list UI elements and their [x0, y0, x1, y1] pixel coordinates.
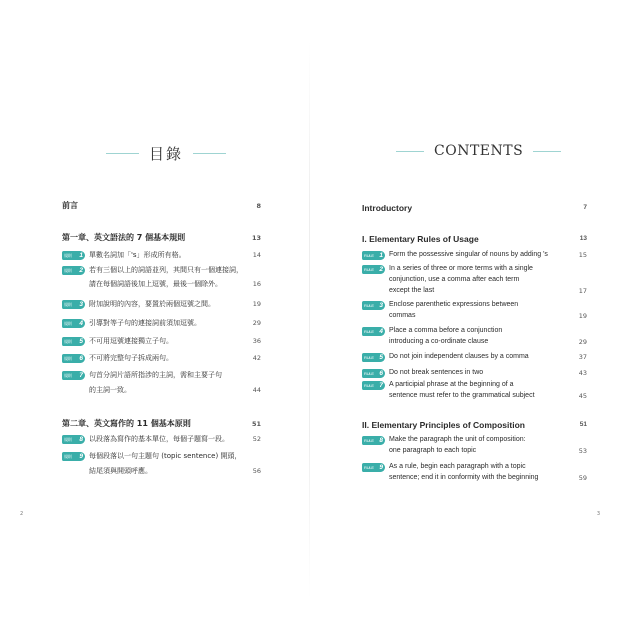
toc-entry-label: sentence must refer to the grammatical subject	[389, 392, 535, 399]
right-page	[310, 0, 620, 620]
toc-section-heading[interactable]	[362, 203, 587, 213]
rule-number: 7	[79, 372, 83, 379]
toc-entry-label: Make the paragraph the unit of composition:	[389, 436, 526, 443]
toc-entry-label: Form the possessive singular of nouns by adding 's	[389, 251, 548, 258]
toc-page-number: 17	[578, 287, 587, 295]
toc-entry-continuation[interactable]	[362, 446, 587, 456]
toc-page-number: 51	[251, 420, 261, 428]
rule-number: 8	[79, 436, 83, 443]
rule-number-badge	[362, 381, 385, 390]
toc-entry-label: introducing a co-ordinate clause	[389, 338, 489, 345]
rule-number-badge	[362, 301, 385, 310]
rule-number-badge	[362, 353, 385, 362]
rule-number: 9	[379, 464, 383, 471]
toc-entry-continuation[interactable]	[362, 473, 587, 483]
rule-badge-prefix: RULE	[364, 329, 374, 334]
indent-spacer	[362, 286, 389, 296]
toc-entry-label: 第一章、英文語法的 7 個基本規則	[62, 233, 186, 242]
rule-badge-prefix: 規則	[64, 268, 72, 273]
toc-entry-label: 每個段落以一句主題句 (topic sentence) 開頭，	[89, 452, 242, 460]
rule-number-badge	[62, 319, 85, 328]
rule-number-badge	[62, 452, 85, 461]
toc-rule-entry[interactable]	[362, 300, 587, 310]
rule-number-badge	[62, 266, 85, 275]
toc-entry-continuation[interactable]	[362, 391, 587, 401]
rule-badge-prefix: RULE	[364, 253, 374, 258]
toc-entry-label: except the last	[389, 287, 435, 294]
toc-page-number: 29	[578, 338, 587, 346]
rule-number-badge	[62, 337, 85, 346]
toc-page-number: 37	[578, 353, 587, 361]
toc-entry-label: Do not break sentences in two	[389, 369, 484, 376]
toc-entry-label: 結尾須與開頭呼應。	[89, 467, 152, 475]
toc-page-number: 7	[583, 204, 587, 211]
rule-badge-prefix: RULE	[364, 438, 374, 443]
indent-spacer	[362, 473, 389, 483]
toc-rule-entry[interactable]	[62, 434, 261, 444]
rule-number: 2	[379, 266, 383, 273]
rule-number: 5	[79, 338, 83, 345]
toc-entry-label: 請在每個詞語後加上逗號，最後一個除外。	[89, 280, 222, 288]
toc-rule-entry[interactable]	[62, 250, 261, 260]
toc-entry-continuation[interactable]	[362, 337, 587, 347]
toc-entry-label: 第二章、英文寫作的 11 個基本原則	[62, 419, 191, 428]
toc-title-zh: 目錄	[149, 145, 184, 163]
toc-rule-entry[interactable]	[362, 250, 587, 260]
rule-number: 1	[379, 252, 383, 259]
toc-entry-label: Place a comma before a conjunction	[389, 327, 503, 334]
toc-rule-entry[interactable]	[62, 370, 261, 380]
rule-badge-prefix: 規則	[64, 253, 72, 258]
rule-badge-prefix: RULE	[364, 267, 374, 272]
rule-badge-prefix: RULE	[364, 465, 374, 470]
toc-entry-label: 前言	[62, 201, 78, 210]
toc-entry-continuation[interactable]	[62, 385, 261, 395]
toc-entry-label: commas	[389, 312, 416, 319]
title-decor-line	[396, 151, 424, 152]
rule-number: 3	[379, 302, 383, 309]
indent-spacer	[62, 279, 89, 289]
toc-section-heading[interactable]	[62, 201, 261, 211]
toc-entry-label: 句首分詞片語所指涉的主詞，需和主要子句	[89, 371, 222, 379]
toc-page-number: 8	[256, 202, 261, 210]
rule-number-badge	[362, 251, 385, 260]
toc-entry-continuation[interactable]	[362, 311, 587, 321]
toc-page-number: 16	[252, 280, 261, 288]
rule-number: 1	[79, 252, 83, 259]
rule-number: 6	[79, 355, 83, 362]
rule-number-badge	[362, 369, 385, 378]
toc-entry-label: A participial phrase at the beginning of a	[389, 381, 514, 388]
toc-rule-entry[interactable]	[362, 435, 587, 445]
toc-entry-label: As a rule, begin each paragraph with a topic	[389, 463, 526, 470]
toc-page-number: 56	[252, 467, 261, 475]
toc-rule-entry[interactable]	[62, 265, 261, 275]
toc-entry-label: Enclose parenthetic expressions between	[389, 301, 519, 308]
toc-rule-entry[interactable]	[362, 352, 587, 362]
toc-rule-entry[interactable]	[62, 451, 261, 461]
indent-spacer	[362, 311, 389, 321]
rule-number-badge	[62, 300, 85, 309]
rule-badge-prefix: 規則	[64, 356, 72, 361]
toc-entry-label: 若有三個以上的詞語並列，其間只有一個連接詞，	[89, 266, 243, 274]
toc-entry-label: II. Elementary Principles of Composition	[362, 420, 525, 430]
toc-rule-entry[interactable]	[62, 299, 261, 309]
toc-entry-label: Introductory	[362, 203, 413, 213]
title-decor-line	[533, 151, 561, 152]
toc-page-number: 29	[252, 319, 261, 327]
toc-page-number: 53	[578, 447, 587, 455]
toc-entry-label: In a series of three or more terms with a single	[389, 265, 533, 272]
toc-entry-continuation[interactable]	[62, 466, 261, 476]
toc-page-number: 13	[251, 234, 261, 242]
toc-entry-label: 附加說明的內容，要置於兩個逗號之間。	[89, 300, 215, 308]
rule-badge-prefix: RULE	[364, 383, 374, 388]
rule-badge-prefix: 規則	[64, 339, 72, 344]
rule-number-badge	[62, 435, 85, 444]
rule-badge-prefix: 規則	[64, 302, 72, 307]
toc-page-number: 59	[578, 474, 587, 482]
toc-entry-label: sentence; end it in conformity with the beginning	[389, 474, 539, 481]
toc-rule-entry[interactable]	[362, 326, 587, 336]
toc-rule-entry[interactable]	[362, 264, 587, 274]
indent-spacer	[62, 466, 89, 476]
toc-rule-entry[interactable]	[362, 380, 587, 390]
toc-page-number: 52	[252, 435, 261, 443]
toc-page-number: 45	[578, 392, 587, 400]
toc-entry-label: 不可將完整句子拆成兩句。	[89, 354, 173, 362]
toc-section-heading[interactable]	[62, 419, 261, 429]
toc-rule-entry[interactable]	[62, 336, 261, 346]
rule-number-badge	[62, 251, 85, 260]
rule-number: 2	[79, 267, 83, 274]
toc-page-number: 44	[252, 386, 261, 394]
toc-section-heading[interactable]	[362, 234, 587, 244]
toc-page-number: 13	[579, 235, 587, 242]
rule-number: 6	[379, 370, 383, 377]
toc-entry-label: 單數名詞加「's」形成所有格。	[89, 251, 186, 259]
rule-number: 9	[79, 453, 83, 460]
toc-title-en: CONTENTS	[434, 143, 524, 159]
rule-number: 4	[79, 320, 83, 327]
rule-number-badge	[62, 354, 85, 363]
toc-page-number: 15	[578, 251, 587, 259]
title-decor-line	[193, 153, 226, 154]
toc-entry-continuation[interactable]	[362, 275, 587, 285]
toc-title-row-zh	[106, 143, 226, 164]
toc-rule-entry[interactable]	[362, 368, 587, 378]
rule-badge-prefix: RULE	[364, 371, 374, 376]
rule-number: 7	[379, 382, 383, 389]
indent-spacer	[362, 391, 389, 401]
indent-spacer	[362, 446, 389, 456]
toc-entry-label: 以段落為寫作的基本單位，每個子題寫一段。	[89, 435, 229, 443]
toc-entry-label: one paragraph to each topic	[389, 447, 477, 454]
rule-number: 3	[79, 301, 83, 308]
toc-page-number: 43	[578, 369, 587, 377]
rule-number-badge	[62, 371, 85, 380]
toc-page-number: 19	[252, 300, 261, 308]
rule-badge-prefix: RULE	[364, 303, 374, 308]
rule-badge-prefix: 規則	[64, 321, 72, 326]
title-decor-line	[106, 153, 139, 154]
rule-badge-prefix: RULE	[364, 355, 374, 360]
toc-entry-continuation[interactable]	[62, 279, 261, 289]
rule-number: 5	[379, 354, 383, 361]
toc-page-number: 36	[252, 337, 261, 345]
toc-rule-entry[interactable]	[362, 462, 587, 472]
toc-page-number: 51	[579, 421, 587, 428]
toc-entry-label: conjunction, use a comma after each term	[389, 276, 520, 283]
toc-title-row-en	[396, 143, 561, 159]
rule-number-badge	[362, 327, 385, 336]
page-number-left: 2	[20, 511, 24, 517]
toc-rule-entry[interactable]	[62, 318, 261, 328]
rule-number-badge	[362, 436, 385, 445]
toc-entry-continuation[interactable]	[362, 286, 587, 296]
indent-spacer	[362, 275, 389, 285]
toc-page-number: 42	[252, 354, 261, 362]
toc-entry-label: 引導對等子句的連接詞前須加逗號。	[89, 319, 201, 327]
toc-entry-label: 的主詞一致。	[89, 386, 131, 394]
page-number-right: 3	[596, 511, 600, 517]
toc-page-number: 14	[252, 251, 261, 259]
rule-badge-prefix: 規則	[64, 437, 72, 442]
toc-section-heading[interactable]	[62, 233, 261, 243]
toc-page-number: 19	[578, 312, 587, 320]
toc-entry-label: Do not join independent clauses by a comma	[389, 353, 529, 360]
toc-entry-label: 不可用逗號連接獨立子句。	[89, 337, 173, 345]
rule-badge-prefix: 規則	[64, 373, 72, 378]
indent-spacer	[362, 337, 389, 347]
rule-badge-prefix: 規則	[64, 454, 72, 459]
rule-number: 8	[379, 437, 383, 444]
toc-section-heading[interactable]	[362, 420, 587, 430]
indent-spacer	[62, 385, 89, 395]
rule-number-badge	[362, 265, 385, 274]
toc-entry-label: I. Elementary Rules of Usage	[362, 234, 479, 244]
rule-number: 4	[379, 328, 383, 335]
rule-number-badge	[362, 463, 385, 472]
toc-rule-entry[interactable]	[62, 353, 261, 363]
